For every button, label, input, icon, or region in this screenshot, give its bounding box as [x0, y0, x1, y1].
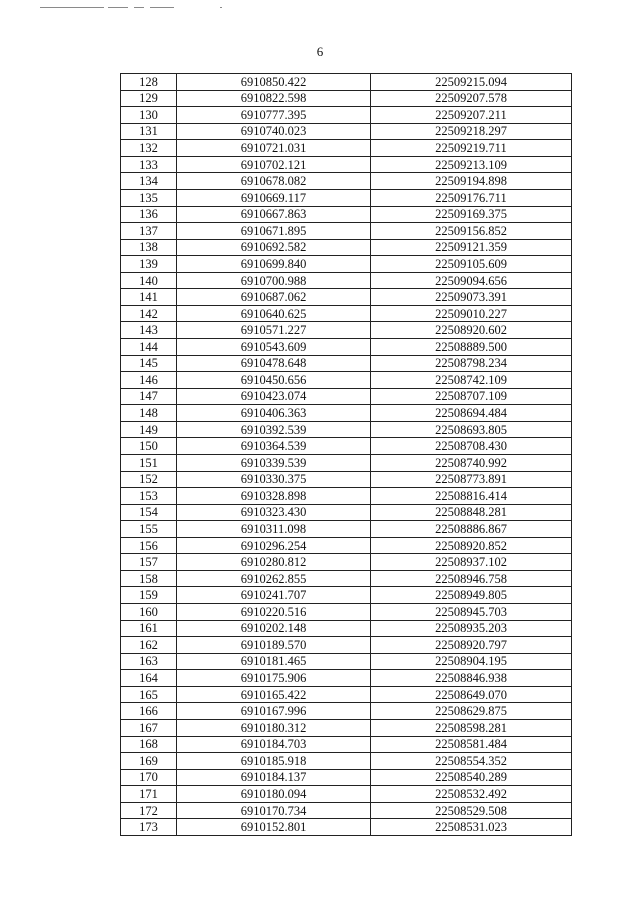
- x-coordinate-cell: 6910777.395: [177, 107, 371, 124]
- table-row: [121, 488, 572, 505]
- point-number-cell: 129: [121, 90, 177, 107]
- x-coordinate-cell: 6910543.609: [177, 339, 371, 356]
- y-coordinate-cell: 22509219.711: [371, 140, 572, 157]
- x-coordinate-cell: 6910323.430: [177, 504, 371, 521]
- x-coordinate-cell: 6910175.906: [177, 670, 371, 687]
- x-coordinate-cell: 6910262.855: [177, 570, 371, 587]
- table-row: [121, 620, 572, 637]
- y-coordinate-cell: 22509215.094: [371, 74, 572, 91]
- point-number-cell: 139: [121, 256, 177, 273]
- table-row: [121, 554, 572, 571]
- point-number-cell: 164: [121, 670, 177, 687]
- y-coordinate-cell: 22509156.852: [371, 223, 572, 240]
- y-coordinate-cell: 22508846.938: [371, 670, 572, 687]
- table-row: [121, 604, 572, 621]
- x-coordinate-cell: 6910328.898: [177, 488, 371, 505]
- coordinates-table-body: [121, 74, 572, 836]
- table-row: [121, 653, 572, 670]
- y-coordinate-cell: 22508742.109: [371, 372, 572, 389]
- x-coordinate-cell: 6910167.996: [177, 703, 371, 720]
- y-coordinate-cell: 22508529.508: [371, 802, 572, 819]
- x-coordinate-cell: 6910850.422: [177, 74, 371, 91]
- table-row: [121, 173, 572, 190]
- point-number-cell: 167: [121, 719, 177, 736]
- x-coordinate-cell: 6910152.801: [177, 819, 371, 836]
- x-coordinate-cell: 6910220.516: [177, 604, 371, 621]
- x-coordinate-cell: 6910700.988: [177, 272, 371, 289]
- y-coordinate-cell: 22509094.656: [371, 272, 572, 289]
- table-row: [121, 206, 572, 223]
- point-number-cell: 144: [121, 339, 177, 356]
- point-number-cell: 173: [121, 819, 177, 836]
- y-coordinate-cell: 22508945.703: [371, 604, 572, 621]
- y-coordinate-cell: 22509073.391: [371, 289, 572, 306]
- table-row: [121, 272, 572, 289]
- point-number-cell: 166: [121, 703, 177, 720]
- y-coordinate-cell: 22509194.898: [371, 173, 572, 190]
- point-number-cell: 136: [121, 206, 177, 223]
- x-coordinate-cell: 6910180.094: [177, 786, 371, 803]
- table-row: [121, 74, 572, 91]
- x-coordinate-cell: 6910280.812: [177, 554, 371, 571]
- point-number-cell: 151: [121, 454, 177, 471]
- point-number-cell: 162: [121, 637, 177, 654]
- point-number-cell: 169: [121, 753, 177, 770]
- table-row: [121, 537, 572, 554]
- y-coordinate-cell: 22508848.281: [371, 504, 572, 521]
- y-coordinate-cell: 22508816.414: [371, 488, 572, 505]
- x-coordinate-cell: 6910423.074: [177, 388, 371, 405]
- table-row: [121, 256, 572, 273]
- table-row: [121, 355, 572, 372]
- y-coordinate-cell: 22509169.375: [371, 206, 572, 223]
- x-coordinate-cell: 6910202.148: [177, 620, 371, 637]
- point-number-cell: 149: [121, 421, 177, 438]
- y-coordinate-cell: 22508740.992: [371, 454, 572, 471]
- y-coordinate-cell: 22508707.109: [371, 388, 572, 405]
- table-row: [121, 322, 572, 339]
- point-number-cell: 132: [121, 140, 177, 157]
- table-row: [121, 388, 572, 405]
- y-coordinate-cell: 22508949.805: [371, 587, 572, 604]
- x-coordinate-cell: 6910170.734: [177, 802, 371, 819]
- table-row: [121, 703, 572, 720]
- table-row: [121, 769, 572, 786]
- x-coordinate-cell: 6910699.840: [177, 256, 371, 273]
- table-row: [121, 802, 572, 819]
- point-number-cell: 143: [121, 322, 177, 339]
- y-coordinate-cell: 22508886.867: [371, 521, 572, 538]
- point-number-cell: 134: [121, 173, 177, 190]
- x-coordinate-cell: 6910702.121: [177, 156, 371, 173]
- y-coordinate-cell: 22509176.711: [371, 189, 572, 206]
- point-number-cell: 161: [121, 620, 177, 637]
- x-coordinate-cell: 6910311.098: [177, 521, 371, 538]
- point-number-cell: 156: [121, 537, 177, 554]
- x-coordinate-cell: 6910671.895: [177, 223, 371, 240]
- y-coordinate-cell: 22508693.805: [371, 421, 572, 438]
- point-number-cell: 140: [121, 272, 177, 289]
- x-coordinate-cell: 6910180.312: [177, 719, 371, 736]
- x-coordinate-cell: 6910740.023: [177, 123, 371, 140]
- y-coordinate-cell: 22509207.578: [371, 90, 572, 107]
- table-row: [121, 223, 572, 240]
- table-row: [121, 587, 572, 604]
- table-row: [121, 786, 572, 803]
- point-number-cell: 152: [121, 471, 177, 488]
- y-coordinate-cell: 22508798.234: [371, 355, 572, 372]
- y-coordinate-cell: 22508554.352: [371, 753, 572, 770]
- table-row: [121, 637, 572, 654]
- y-coordinate-cell: 22508920.797: [371, 637, 572, 654]
- x-coordinate-cell: 6910392.539: [177, 421, 371, 438]
- table-row: [121, 189, 572, 206]
- x-coordinate-cell: 6910667.863: [177, 206, 371, 223]
- table-row: [121, 454, 572, 471]
- y-coordinate-cell: 22509218.297: [371, 123, 572, 140]
- y-coordinate-cell: 22508694.484: [371, 405, 572, 422]
- table-row: [121, 123, 572, 140]
- x-coordinate-cell: 6910478.648: [177, 355, 371, 372]
- y-coordinate-cell: 22508649.070: [371, 686, 572, 703]
- table-row: [121, 819, 572, 836]
- point-number-cell: 172: [121, 802, 177, 819]
- y-coordinate-cell: 22508629.875: [371, 703, 572, 720]
- table-row: [121, 289, 572, 306]
- table-row: [121, 405, 572, 422]
- point-number-cell: 145: [121, 355, 177, 372]
- x-coordinate-cell: 6910406.363: [177, 405, 371, 422]
- x-coordinate-cell: 6910822.598: [177, 90, 371, 107]
- x-coordinate-cell: 6910571.227: [177, 322, 371, 339]
- y-coordinate-cell: 22508598.281: [371, 719, 572, 736]
- scan-artifact-line: [40, 7, 230, 11]
- point-number-cell: 153: [121, 488, 177, 505]
- point-number-cell: 142: [121, 305, 177, 322]
- table-row: [121, 570, 572, 587]
- x-coordinate-cell: 6910364.539: [177, 438, 371, 455]
- point-number-cell: 148: [121, 405, 177, 422]
- x-coordinate-cell: 6910181.465: [177, 653, 371, 670]
- y-coordinate-cell: 22508889.500: [371, 339, 572, 356]
- x-coordinate-cell: 6910678.082: [177, 173, 371, 190]
- point-number-cell: 160: [121, 604, 177, 621]
- x-coordinate-cell: 6910189.570: [177, 637, 371, 654]
- y-coordinate-cell: 22508708.430: [371, 438, 572, 455]
- point-number-cell: 135: [121, 189, 177, 206]
- point-number-cell: 158: [121, 570, 177, 587]
- x-coordinate-cell: 6910184.137: [177, 769, 371, 786]
- point-number-cell: 163: [121, 653, 177, 670]
- x-coordinate-cell: 6910165.422: [177, 686, 371, 703]
- table-row: [121, 156, 572, 173]
- y-coordinate-cell: 22508937.102: [371, 554, 572, 571]
- point-number-cell: 154: [121, 504, 177, 521]
- table-row: [121, 686, 572, 703]
- table-row: [121, 719, 572, 736]
- x-coordinate-cell: 6910721.031: [177, 140, 371, 157]
- point-number-cell: 155: [121, 521, 177, 538]
- y-coordinate-cell: 22508773.891: [371, 471, 572, 488]
- x-coordinate-cell: 6910669.117: [177, 189, 371, 206]
- y-coordinate-cell: 22508946.758: [371, 570, 572, 587]
- table-row: [121, 140, 572, 157]
- point-number-cell: 159: [121, 587, 177, 604]
- y-coordinate-cell: 22508540.289: [371, 769, 572, 786]
- point-number-cell: 150: [121, 438, 177, 455]
- y-coordinate-cell: 22509105.609: [371, 256, 572, 273]
- y-coordinate-cell: 22508935.203: [371, 620, 572, 637]
- y-coordinate-cell: 22508532.492: [371, 786, 572, 803]
- table-row: [121, 239, 572, 256]
- y-coordinate-cell: 22508531.023: [371, 819, 572, 836]
- point-number-cell: 168: [121, 736, 177, 753]
- table-row: [121, 504, 572, 521]
- y-coordinate-cell: 22509213.109: [371, 156, 572, 173]
- table-row: [121, 339, 572, 356]
- point-number-cell: 130: [121, 107, 177, 124]
- point-number-cell: 171: [121, 786, 177, 803]
- x-coordinate-cell: 6910339.539: [177, 454, 371, 471]
- point-number-cell: 147: [121, 388, 177, 405]
- table-row: [121, 90, 572, 107]
- y-coordinate-cell: 22509010.227: [371, 305, 572, 322]
- table-row: [121, 753, 572, 770]
- y-coordinate-cell: 22508920.602: [371, 322, 572, 339]
- x-coordinate-cell: 6910330.375: [177, 471, 371, 488]
- y-coordinate-cell: 22509121.359: [371, 239, 572, 256]
- x-coordinate-cell: 6910296.254: [177, 537, 371, 554]
- x-coordinate-cell: 6910241.707: [177, 587, 371, 604]
- table-row: [121, 521, 572, 538]
- x-coordinate-cell: 6910692.582: [177, 239, 371, 256]
- table-row: [121, 305, 572, 322]
- x-coordinate-cell: 6910687.062: [177, 289, 371, 306]
- point-number-cell: 170: [121, 769, 177, 786]
- table-row: [121, 107, 572, 124]
- y-coordinate-cell: 22508581.484: [371, 736, 572, 753]
- point-number-cell: 165: [121, 686, 177, 703]
- point-number-cell: 128: [121, 74, 177, 91]
- y-coordinate-cell: 22508904.195: [371, 653, 572, 670]
- table-row: [121, 372, 572, 389]
- x-coordinate-cell: 6910640.625: [177, 305, 371, 322]
- x-coordinate-cell: 6910184.703: [177, 736, 371, 753]
- x-coordinate-cell: 6910450.656: [177, 372, 371, 389]
- point-number-cell: 157: [121, 554, 177, 571]
- point-number-cell: 138: [121, 239, 177, 256]
- table-row: [121, 471, 572, 488]
- y-coordinate-cell: 22508920.852: [371, 537, 572, 554]
- point-number-cell: 141: [121, 289, 177, 306]
- point-number-cell: 133: [121, 156, 177, 173]
- table-row: [121, 736, 572, 753]
- point-number-cell: 131: [121, 123, 177, 140]
- y-coordinate-cell: 22509207.211: [371, 107, 572, 124]
- table-row: [121, 438, 572, 455]
- table-row: [121, 421, 572, 438]
- x-coordinate-cell: 6910185.918: [177, 753, 371, 770]
- coordinates-table: [120, 73, 572, 836]
- point-number-cell: 146: [121, 372, 177, 389]
- page-number: 6: [316, 44, 324, 59]
- table-row: [121, 670, 572, 687]
- point-number-cell: 137: [121, 223, 177, 240]
